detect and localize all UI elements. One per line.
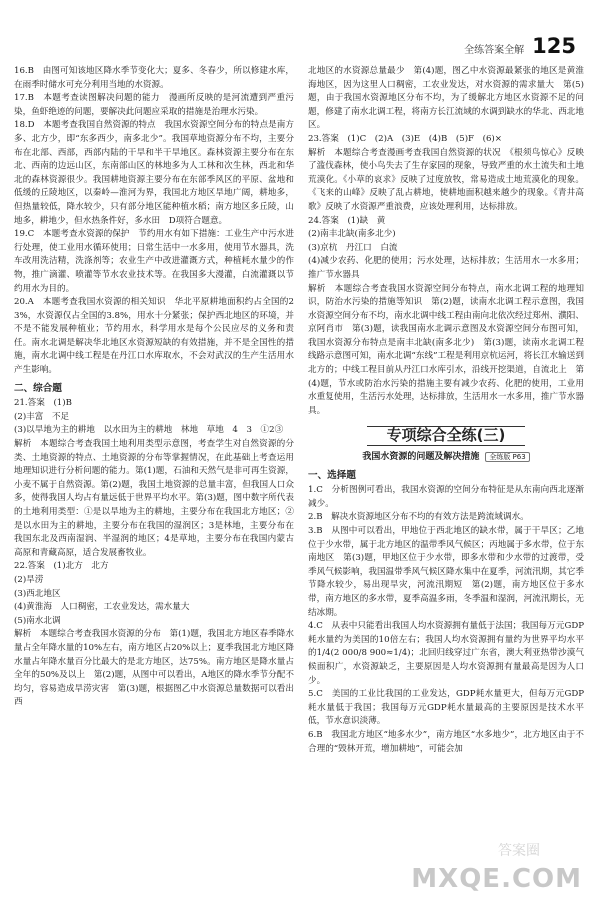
subsection-title: 我国水资源的问题及解决措施 <box>362 452 480 463</box>
answer-paragraph: 解析 本题综合考查我国水资源空间分布特点，南水北调工程的地理知识，防治水污染的措施等知识 第(2)题，读南水北调工程示意图，我国水资源空间分布不均，南水北调中线工程由南向北依次经过郑州、濮阳、京阿肖市 第(3)题，读我国南水北调示意图及水资源空间分布图可知，我国水资源分布特点是南丰北缺(南多北少) 第(3)题，读南水北调工程线路示意图可知，南水北调“东线”工程是利用京杭运河，将长江水输送到北方的；中线工程目前从丹江口水库引水，沿线开挖渠道，自流北上 第(4)题，节水或防治水污染的措施主要有减少农药、化肥的使用，工业用水重复使用，生活污水处理，达标排放，生活用水一水多用，推广节水器具。 <box>308 283 584 416</box>
answer-paragraph: 19.C 本题考查水资源的保护 节约用水有如下措施：工业生产中污水进行处理，使工业用水循环使用；日常生活中一水多用，使用节水器具，洗车改用洗洁精，洗涤剂等；农业生产中改进灌溉方式，种植耗水量少的作物，推广滴灌、喷灌等节水农业技术等。在我国多大漫灌，白流灌溉以节约用水为目的。 <box>14 229 294 294</box>
answer-paragraph: 22.答案 (1)北方 北方 <box>14 561 109 572</box>
answer-paragraph: (2)丰富 不足 <box>14 411 70 422</box>
answer-paragraph: (2)旱涝 <box>14 574 44 585</box>
answer-paragraph: 解析 本题综合考查漫画考查我国自然资源的状况 《根须鸟惊心》反映了滥伐森林，使小鸟失去了生存家园的现象，导致严重的水土流失和土地荒漠化。《小草的哀求》反映了过度放牧，常易造成土地荒漠化的现象。《飞来的山峰》反映了乱占耕地，使耕地面积越来越少的现象。《青井高歌》反映了水资源严重浪费，应该处理利用，达标排放。 <box>308 147 584 212</box>
answer-paragraph: 5.C 美国的工业比我国的工业发达，GDP耗水量更大，但每万元GDP耗水量低于我国；我国每万元GDP耗水量最高的主要原因是技术水平低，节水意识淡薄。 <box>308 689 584 727</box>
page-number: 125 <box>532 34 576 58</box>
answer-paragraph: 20.A 本题考查我国水资源的相关知识 华北平原耕地面积约占全国的23%，水资源仅占全国的3.8%，用水十分紧张；保护西北地区的环境，并不是不能发展种植业；节约用水，科学用水是每个公民应尽的义务和责任。南水北调是解决华北地区水资源短缺的有效措施，并不是全国性的措施，南水北调中线工程是在丹江口水库取水，不会对武汉的生产生活用水产生影响。 <box>14 297 294 376</box>
page-header <box>464 34 576 58</box>
answer-paragraph: (4)减少农药、化肥的使用；污水处理，达标排放；生活用水一水多用；推广节水器具 <box>308 256 584 280</box>
answer-paragraph: 23.答案 (1)C (2)A (3)E (4)B (5)F (6)× <box>308 133 502 144</box>
special-title-text: 专项综合全练(三) <box>367 426 526 446</box>
answer-paragraph: 1.C 分析图例可看出，我国水资源的空间分布特征是从东南向西北逐渐减少。 <box>308 485 584 509</box>
answer-paragraph: (3)以旱地为主的耕地 以水田为主的耕地 林地 草地 4 3 ①2③ <box>14 425 284 436</box>
watermark-cn: 答案圈 <box>498 843 540 859</box>
subsection-row <box>308 451 584 465</box>
watermark: MXQE.COM <box>411 864 582 894</box>
answer-paragraph: (2)南丰北缺(南多北少) <box>308 229 396 240</box>
page-reference-badge: 全练版 P63 <box>485 452 529 462</box>
answer-paragraph: 17.B 本题考查读图解决问题的能力 漫画所反映的是河流遭到严重污染，鱼虾绝迹的问题，要解决此问题应采取的措施是治理水污染。 <box>14 93 294 117</box>
answer-paragraph: 18.D 本题考查我国自然资源的特点 我国水资源空间分布的特点是南方多、北方少，即“东多西少，南多北少”。我国草地资源分布不均，主要分布在北部、西部，西部内陆的干旱和半干旱地区。森林资源主要分布在东北、西南的边远山区，东南部山区的林地多为人工林和次生林，西北和华北的森林资源很少。我国耕地资源主要分布在东部季风区的平原、盆地和低缓的丘陵地区，以秦岭—淮河为界，我国北方地区旱地广阔，耕地多，但热量较低，降水较少，只有部分地区能种植水稻；南方地区多丘陵，山地多，耕地少，但水热条件好，多水田 D项符合题意。 <box>14 120 294 226</box>
answer-paragraph: 4.C 从表中只能看出我国人均水资源拥有量低于法国；我国每万元GDP耗水量约为美国的10倍左右；我国人均水资源拥有量约为世界平均水平的1/4(2 000/8 900≈1/4)；北回归线穿过广东省，澳大利亚热带沙漠气候面积广，水资源缺乏，主要原因是人均水资源拥有量最高是因为人口少。 <box>308 621 584 686</box>
right-column <box>308 65 584 756</box>
answer-paragraph: (3)京杭 丹江口 白流 <box>308 242 398 253</box>
answer-paragraph: 6.B 我国北方地区“地多水少”，南方地区“水多地少”，北方地区由于不合理的“毁林开荒，增加耕地”，可能会加 <box>308 729 584 754</box>
section-heading: 二、综合题 <box>14 382 62 394</box>
section-heading: 一、选择题 <box>308 469 356 481</box>
header-title: 全练答案全解 <box>464 45 525 56</box>
answer-paragraph: 解析 本题综合考查我国土地利用类型示意图，考查学生对自然资源的分类、土地资源的特点、土地资源的分布等掌握情况，在此基础上考查运用地理知识进行分析问题的能力。第(1)题，石油和天然气是非可再生资源，小麦不属于自然资源。第(2)题，我国土地资源的总量丰富，但我国人口众多，使得我国人均占有量远低于世界平均水平。第(3)题，图中数字所代表的土地利用类型：①是以旱地为主的耕地，主要分布在我国北方地区；②是以水田为主的耕地，主要分布在我国的湿润区；3是林地，主要分布在我国东北及西南湿润、半湿润的地区；4是草地，主要分布在我国内蒙古高原和青藏高原，适合发展畜牧业。 <box>14 439 294 558</box>
answer-paragraph: 21.答案 (1)B <box>14 398 72 409</box>
answer-paragraph: 3.B 从图中可以看出，甲地位于西北地区的缺水带，属于干旱区；乙地位于少水带，属于北方地区的温带季风气候区；丙地属于多水带，位于东南地区 第(3)题，甲地区位于少水带，即多水带和少水带的过渡带，受季风气候影响，我国温带季风气候区降水集中在夏季，河流汛期，其它季节降水较少，易出现旱灾，河流汛期短 第(2)题，南方地区位于多水带，南方地区的多水带，夏季高温多雨，冬季温和湿润，河流汛期长，无结冰期。 <box>308 526 584 618</box>
answer-paragraph: 北地区的水资源总量最少 第(4)题，图乙中水资源最紧张的地区是黄淮海地区，因为这里人口稠密，工农业发达，对水资源的需求量大 第(5)题，由于我国水资源地区分布不均，为了缓解北方地区水资源不足的问题，修建了南水北调工程，将南方长江流域的水调到缺水的华北、西北地区。 <box>308 66 584 131</box>
answer-paragraph: 16.B 由图可知该地区降水季节变化大；夏多、冬春少，所以修建水库，在雨季时储水可充分利用当地的水资源。 <box>14 66 294 90</box>
answer-paragraph: (3)西北地区 <box>14 588 61 599</box>
answer-paragraph: (5)南水北调 <box>14 615 61 626</box>
answer-paragraph: 24.答案 (1)缺 黄 <box>308 215 386 226</box>
answer-paragraph: (4)黄淮海 人口稠密，工农业发达，需水量大 <box>14 602 190 613</box>
left-column <box>14 65 294 710</box>
answer-paragraph: 2.B 解决水资源地区分布不均的有效方法是跨流域调水。 <box>308 512 529 523</box>
special-section-title <box>308 426 584 446</box>
answer-paragraph: 解析 本题综合考查我国水资源的分布 第(1)题，我国北方地区春季降水量占全年降水量的10%左右，南方地区占20%以上；夏季我国北方地区降水量占年降水量百分比最大的是北方地区，达75%。南方地区是降水量占全年的50%及以上 第(2)题，从图中可以看出，A地区的降水季节分配不均匀，容易造成旱涝灾害 第(3)题，根据图乙中水资源总量数据可以看出西 <box>14 629 294 708</box>
